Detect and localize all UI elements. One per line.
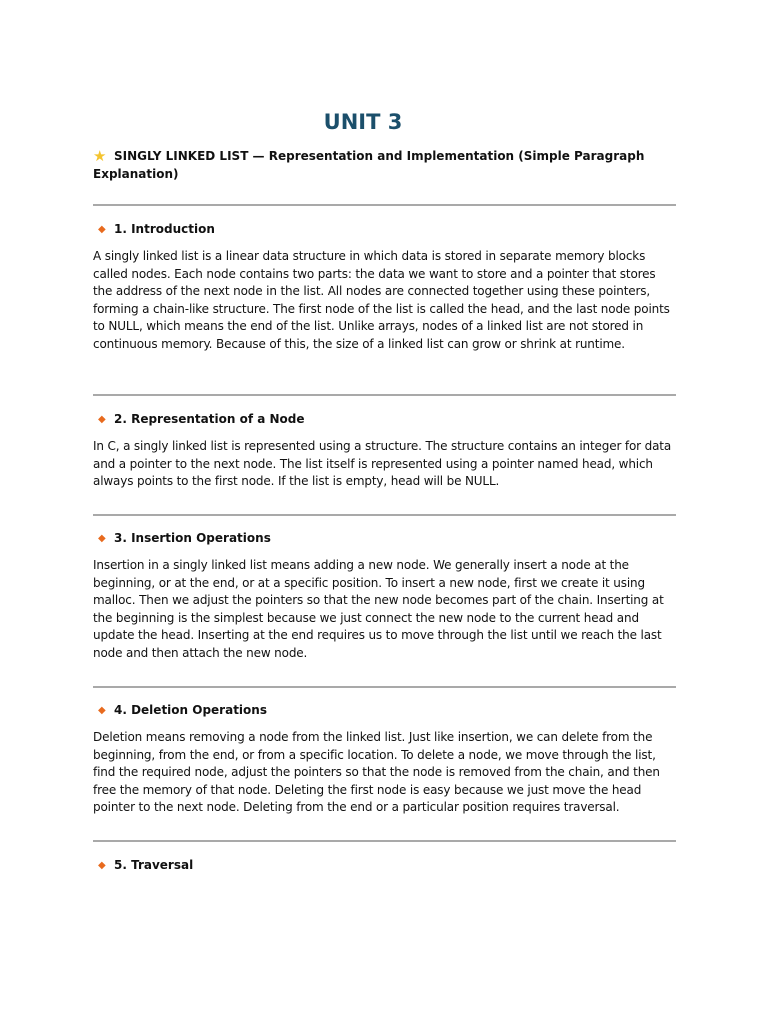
section-body-insertion: Insertion in a singly linked list means adding a new node. We generally insert a node at the beginning, or at the end, or at a specific position. To insert a new node, first we create it using malloc. Then we adjust the pointers so that the new node becomes part of the chain. Inserting at the beginning is the simplest because we just connect the new node to the current head and update the head. Inserting at the end requires us to move through the list until we reach the last node and then attach the new node. <box>93 558 664 660</box>
section-body-representation: In C, a singly linked list is represented using a structure. The structure contains an integer for data and a pointer to the next node. The list itself is represented using a pointer named head, which always points to the first node. If the list is empty, head will be NULL. <box>93 439 672 489</box>
section-divider <box>93 204 676 206</box>
section-divider <box>93 840 676 842</box>
heading-text: 4. Deletion Operations <box>114 703 267 717</box>
section-heading-traversal <box>98 858 193 872</box>
diamond-icon: ◆ <box>98 224 106 235</box>
heading-text: 3. Insertion Operations <box>114 531 271 545</box>
subtitle-text: SINGLY LINKED LIST — Representation and Implementation (Simple Paragraph Explanation) <box>93 149 645 181</box>
heading-text: 2. Representation of a Node <box>114 412 305 426</box>
document-subtitle <box>93 147 678 183</box>
section-divider <box>93 394 676 396</box>
section-divider <box>93 514 676 516</box>
diamond-icon: ◆ <box>98 533 106 544</box>
section-body-deletion: Deletion means removing a node from the linked list. Just like insertion, we can delete from the beginning, from the end, or from a specific location. To delete a node, we move through the list, find the required node, adjust the pointers so that the node is removed from the chain, and then free the memory of that node. Deleting the first node is easy because we just move the head pointer to the next node. Deleting from the end or a particular position requires traversal. <box>93 730 660 815</box>
section-heading-introduction <box>98 222 215 236</box>
heading-text: 1. Introduction <box>114 222 215 236</box>
section-body-introduction: A singly linked list is a linear data structure in which data is stored in separate memory blocks called nodes. Each node contains two parts: the data we want to store and a pointer that stores the address of the next node in the list. All nodes are connected together using these pointers, forming a chain-like structure. The first node of the list is called the head, and the last node points to NULL, which means the end of the list. Unlike arrays, nodes of a linked list are not stored in continuous memory. Because of this, the size of a linked list can grow or shrink at runtime. <box>93 249 670 351</box>
page-title: UNIT 3 <box>323 110 403 134</box>
diamond-icon: ◆ <box>98 414 106 425</box>
star-icon: ★ <box>93 147 107 165</box>
section-heading-insertion <box>98 531 271 545</box>
diamond-icon: ◆ <box>98 860 106 871</box>
section-heading-representation <box>98 412 305 426</box>
section-divider <box>93 686 676 688</box>
section-heading-deletion <box>98 703 267 717</box>
heading-text: 5. Traversal <box>114 858 194 872</box>
diamond-icon: ◆ <box>98 705 106 716</box>
